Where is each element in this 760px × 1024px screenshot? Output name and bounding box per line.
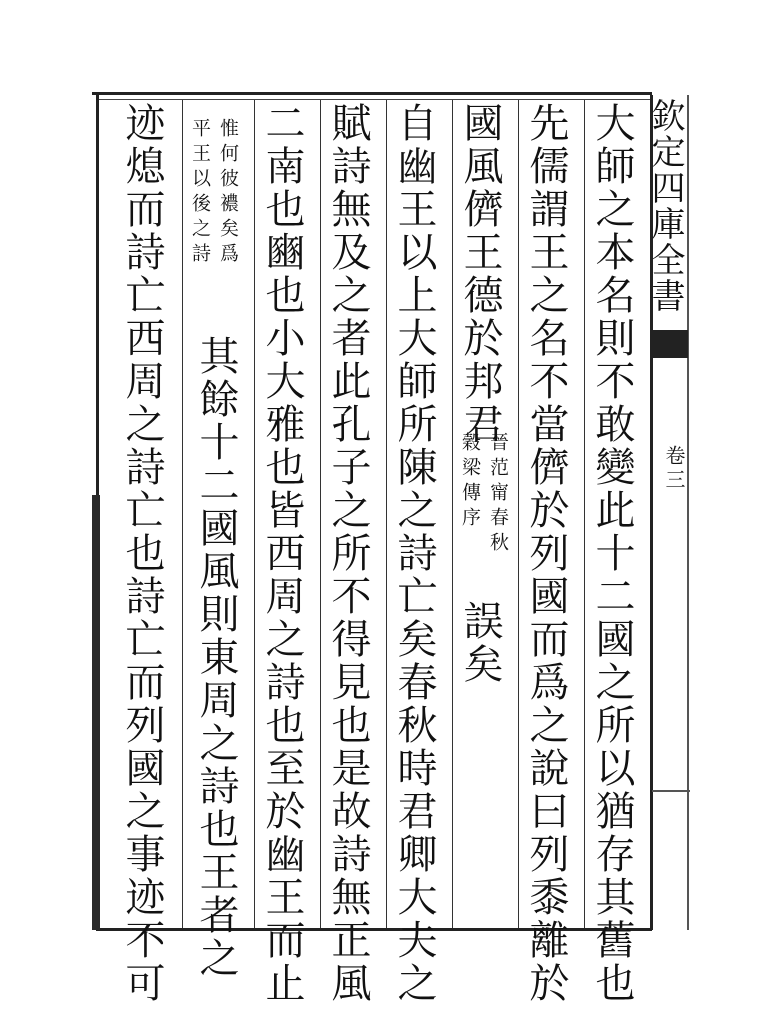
binding-shadow [92, 495, 100, 930]
text-column-3: 國風儕王德於邦君 [457, 102, 503, 446]
fish-tail-mark [652, 330, 688, 358]
annotation-right: 晉范甯春秋 [487, 432, 509, 557]
text-column-8: 迹熄而詩亡西周之詩亡也詩亡而列國之事迹不可 [119, 102, 165, 1005]
text-column-2: 先儒謂王之名不當儕於列國而爲之說曰列黍離於 [523, 102, 569, 1005]
column-rule [254, 100, 255, 928]
book-title: 欽定四庫全書 [645, 98, 685, 314]
annotation-left: 穀梁傳序 [459, 432, 481, 532]
annotation-right: 惟何彼襛矣爲 [217, 118, 239, 268]
column-rule [386, 100, 387, 928]
column-rule [518, 100, 519, 928]
column-rule [584, 100, 585, 928]
column-rule [182, 100, 183, 928]
column-rule [452, 100, 453, 928]
text-column-6: 二南也豳也小大雅也皆西周之詩也至於幽王而止 [259, 102, 305, 1005]
text-column-4: 自幽王以上大師所陳之詩亡矣春秋時君卿大夫之 [391, 102, 437, 1005]
text-column-3-tail: 誤矣 [457, 600, 503, 686]
annotation-left: 平王以後之詩 [189, 118, 211, 268]
frame-top-inner-border [96, 99, 651, 100]
text-column-5: 賦詩無及之者此孔子之所不得見也是故詩無正風 [325, 102, 371, 1005]
text-column-7: 其餘十二國風則東周之詩也王者之 [193, 335, 239, 980]
column-rule [320, 100, 321, 928]
frame-top-border [92, 92, 652, 95]
volume-number: 卷三 [662, 445, 686, 493]
text-column-1: 大師之本名則不敢變此十二國之所以猶存其舊也 [589, 102, 635, 1005]
margin-divider [652, 790, 690, 792]
